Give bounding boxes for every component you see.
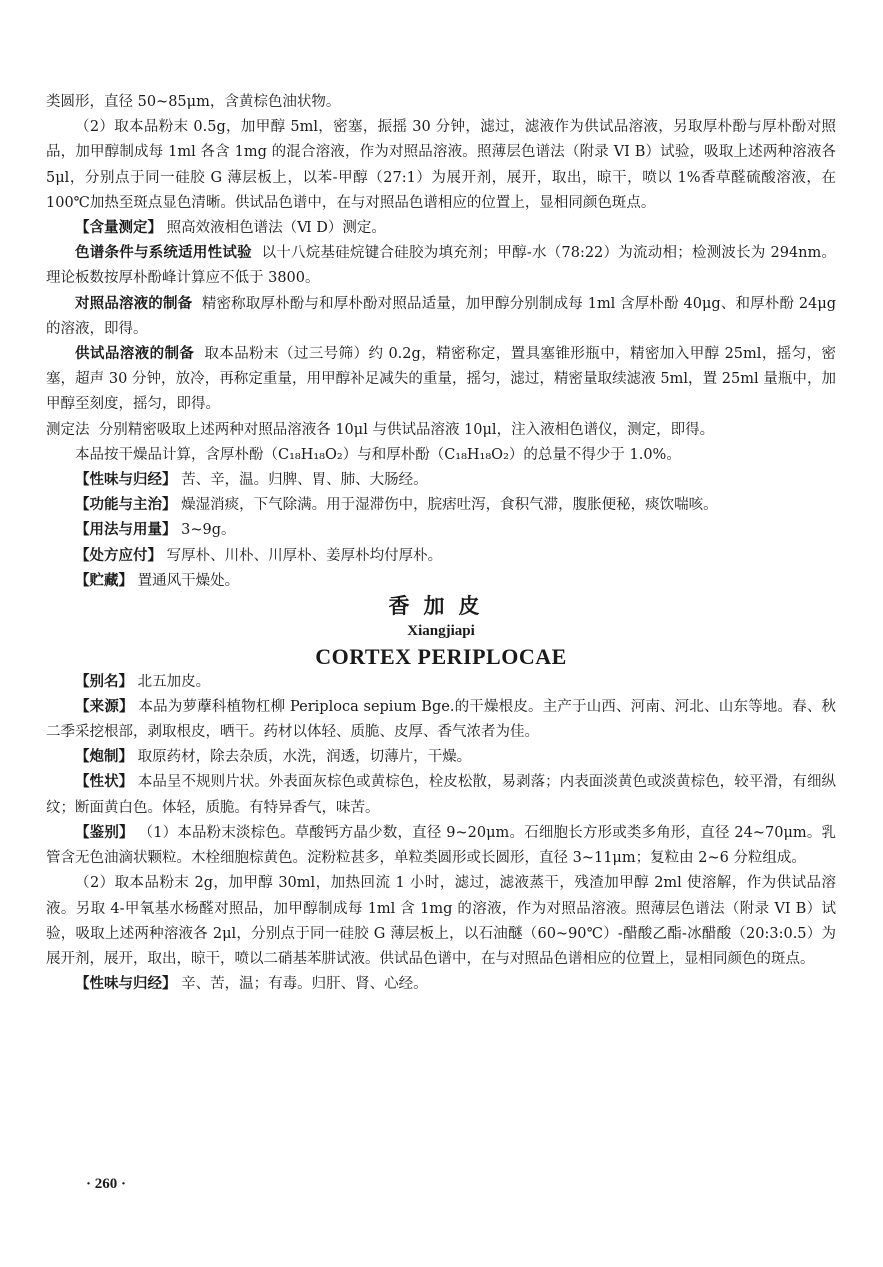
section-processing — [46, 745, 836, 770]
entry-title-latin: CORTEX PERIPLOCAE — [315, 644, 567, 670]
paragraph-content-limit: 本品按干燥品计算，含厚朴酚（C₁₈H₁₈O₂）与和厚朴酚（C₁₈H₁₈O₂）的总量不得少于 1.0%。 — [75, 446, 681, 463]
subsection-label: 供试品溶液的制备 — [75, 346, 195, 363]
section-label: 【性状】 — [75, 774, 134, 791]
entry-title-chinese: 香加皮 — [388, 594, 494, 619]
paragraph-reference-solution — [46, 292, 836, 342]
section-source — [46, 695, 836, 745]
section-label: 【来源】 — [75, 698, 134, 715]
subsection-label: 色谱条件与系统适用性试验 — [75, 245, 252, 262]
section-label: 【性味与归经】 — [75, 976, 177, 993]
section-text: 苦、辛，温。归脾、胃、肺、大肠经。 — [181, 472, 428, 489]
section-nature — [46, 468, 836, 493]
section-label: 【用法与用量】 — [75, 522, 177, 539]
section-alias — [46, 670, 836, 695]
subsection-label: 对照品溶液的制备 — [75, 295, 193, 312]
section-text: 照高效液相色谱法（Ⅵ D）测定。 — [166, 220, 386, 237]
section-text: 本品呈不规则片状。外表面灰棕色或黄棕色，栓皮松散，易剥落；内表面淡黄色或淡黄棕色，较平滑，有细纵纹；断面黄白色。体轻，质脆。有特异香气，味苦。 — [46, 774, 837, 816]
page-body — [46, 90, 836, 997]
section-text: （1）本品粉末淡棕色。草酸钙方晶少数，直径 9~20μm。石细胞长方形或类多角形，直径 24~70μm。乳管含无色油滴状颗粒。木栓细胞棕黄色。淀粉粒甚多，单粒类圆形或长圆形，直径 3~11μm；复粒由 2~6 分粒组成。 — [46, 824, 837, 867]
section-label: 【贮藏】 — [75, 572, 133, 589]
section-label: 【含量测定】 — [75, 220, 162, 237]
section-storage — [46, 569, 836, 594]
paragraph-identification-2: （2）取本品粉末 2g，加甲醇 30ml，加热回流 1 小时，滤过，滤液蒸干，残渣加甲醇 2ml 使溶解，作为供试品溶液。另取 4-甲氧基水杨醛对照品，加甲醇制成每 1ml 含 1mg 的溶液，作为对照品溶液。照薄层色谱法（附录 VI B）试验，吸取上述两种溶液各 2μl，分别点于同一硅胶 G 薄层板上，以石油醚（60~90℃）-醋酸乙酯-冰醋酸（20:3:0.5）为展开剂，展开，取出，晾干，喷以二硝基苯肼试液。供试品色谱中，在与对照品色谱相应的位置上，显相同颜色的斑点。 — [46, 875, 836, 967]
section-identification — [46, 821, 836, 871]
section-function — [46, 493, 836, 518]
section-character — [46, 770, 836, 820]
entry-title-pinyin: Xiangjiapi — [407, 623, 475, 640]
section-text: 本品为萝藦科植物杠柳 Periploca sepium Bge.的干燥根皮。主产于山西、河南、河北、山东等地。春、秋二季采挖根部，剥取根皮，晒干。药材以体轻、质脆、皮厚、香气浓者为佳。 — [46, 698, 837, 741]
section-text: 置通风干燥处。 — [137, 572, 240, 589]
section-text: 北五加皮。 — [137, 673, 211, 690]
section-text: 写厚朴、川朴、川厚朴、姜厚朴均付厚朴。 — [166, 547, 443, 564]
section-label: 【功能与主治】 — [75, 497, 177, 514]
subsection-text: 分别精密吸取上述两种对照品溶液各 10μl 与供试品溶液 10μl，注入液相色谱仪，测定，即得。 — [98, 421, 715, 438]
section-label: 【鉴别】 — [75, 824, 134, 841]
paragraph-test-solution — [46, 342, 836, 418]
section-text: 辛、苦，温；有毒。归肝、肾、心经。 — [181, 976, 428, 993]
subsection-text: 取本品粉末（过三号筛）约 0.2g，精密称定，置具塞锥形瓶中，精密加入甲醇 25ml，摇匀，密塞，超声 30 分钟，放冷，再称定重量，用甲醇补足减失的重量，摇匀，滤过，精密量取续滤液 5ml，置 25ml 量瓶中，加甲醇至刻度，摇匀，即得。 — [46, 346, 837, 413]
paragraph-identification-2: （2）取本品粉末 0.5g，加甲醇 5ml，密塞，振摇 30 分钟，滤过，滤液作为供试品溶液，另取厚朴酚与厚朴酚对照品，加甲醇制成每 1ml 各含 1mg 的混合溶液，作为对照品溶液。照薄层色谱法（附录 VI B）试验，吸取上述两种溶液各 5μl，分别点于同一硅胶 G 薄层板上，以苯-甲醇（27:1）为展开剂，展开，取出，晾干，喷以 1%香草醛硫酸溶液，在 100℃加热至斑点显色清晰。供试品色谱中，在与对照品色谱相应的位置上，显相同颜色斑点。 — [46, 119, 836, 211]
section-text: 3~9g。 — [181, 522, 236, 539]
section-label: 【性味与归经】 — [75, 472, 177, 489]
subsection-label: 测定法 — [46, 421, 90, 438]
paragraph-method — [46, 418, 836, 443]
section-nature — [46, 972, 836, 997]
section-label: 【别名】 — [75, 673, 133, 690]
page-number: · 260 · — [86, 1176, 127, 1192]
section-dosage — [46, 518, 836, 543]
section-prescription — [46, 544, 836, 569]
paragraph-chromatography — [46, 241, 836, 291]
subsection-text: 精密称取厚朴酚与和厚朴酚对照品适量，加甲醇分别制成每 1ml 含厚朴酚 40μg、和厚朴酚 24μg 的溶液，即得。 — [46, 295, 837, 337]
section-label: 【炮制】 — [75, 749, 133, 766]
subsection-text: 以十八烷基硅烷键合硅胶为填充剂；甲醇-水（78:22）为流动相；检测波长为 294nm。理论板数按厚朴酚峰计算应不低于 3800。 — [46, 245, 837, 287]
section-label: 【处方应付】 — [75, 547, 162, 564]
section-assay — [46, 216, 836, 241]
section-text: 取原药材，除去杂质，水洗，润透，切薄片，干燥。 — [137, 749, 472, 766]
paragraph-intro: 类圆形，直径 50~85μm，含黄棕色油状物。 — [46, 94, 341, 110]
section-text: 燥湿消痰，下气除满。用于湿滞伤中，脘痞吐泻，食积气滞，腹胀便秘，痰饮喘咳。 — [181, 497, 718, 514]
